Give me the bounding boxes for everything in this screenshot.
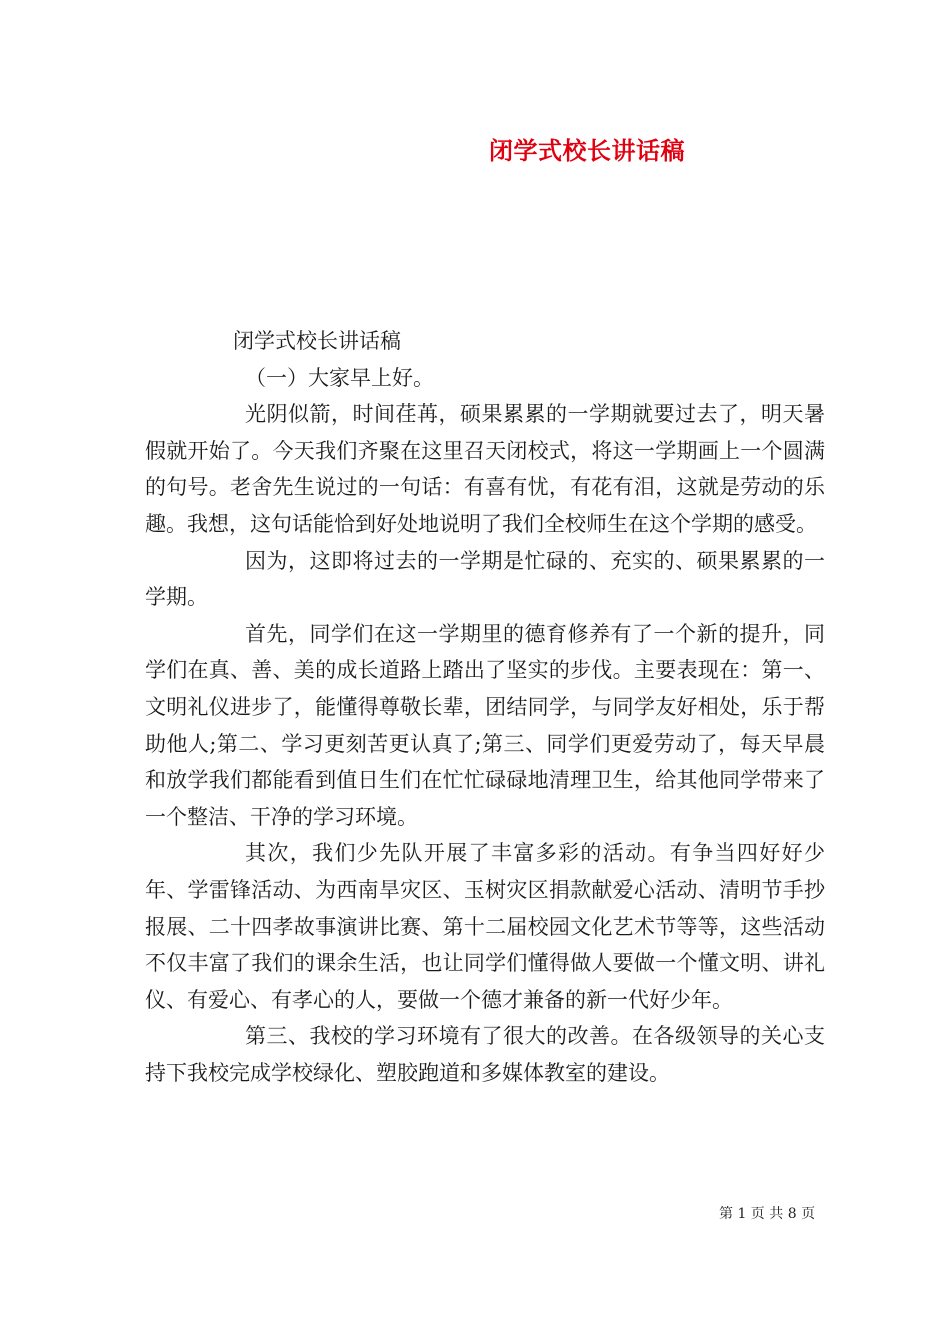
speech-subtitle: 闭学式校长讲话稿 xyxy=(233,329,401,353)
paragraph: 光阴似箭，时间荏苒，硕果累累的一学期就要过去了，明天暑假就开始了。今天我们齐聚在这里召天闭校式，将这一学期画上一个圆满的句号。老舍先生说过的一句话：有喜有忧，有花有泪，这就是劳动的乐趣。我想，这句话能恰到好处地说明了我们全校师生在这个学期的感受。 xyxy=(145,402,825,536)
document-title: 闭学式校长讲话稿 xyxy=(489,136,685,165)
paragraph: 第三、我校的学习环境有了很大的改善。在各级领导的关心支持下我校完成学校绿化、塑胶跑道和多媒体教室的建设。 xyxy=(145,1024,825,1085)
paragraph: 首先，同学们在这一学期里的德育修养有了一个新的提升，同学们在真、善、美的成长道路上踏出了坚实的步伐。主要表现在：第一、文明礼仪进步了，能懂得尊敬长辈，团结同学，与同学友好相处，乐于帮助他人;第二、学习更刻苦更认真了;第三、同学们更爱劳动了，每天早晨和放学我们都能看到值日生们在忙忙碌碌地清理卫生，给其他同学带来了一个整洁、干净的学习环境。 xyxy=(145,621,825,829)
document-body xyxy=(145,323,825,1091)
paragraph: 因为，这即将过去的一学期是忙碌的、充实的、硕果累累的一学期。 xyxy=(145,548,825,610)
section-heading: （一）大家早上好。 xyxy=(245,365,434,390)
paragraph: 其次，我们少先队开展了丰富多彩的活动。有争当四好好少年、学雷锋活动、为西南旱灾区、玉树灾区捐款献爱心活动、清明节手抄报展、二十四孝故事演讲比赛、第十二届校园文化艺术节等等，这些活动不仅丰富了我们的课余生活，也让同学们懂得做人要做一个懂文明、讲礼仪、有爱心、有孝心的人，要做一个德才兼备的新一代好少年。 xyxy=(145,841,825,1012)
page-number-footer: 第 1 页 共 8 页 xyxy=(719,1206,816,1222)
